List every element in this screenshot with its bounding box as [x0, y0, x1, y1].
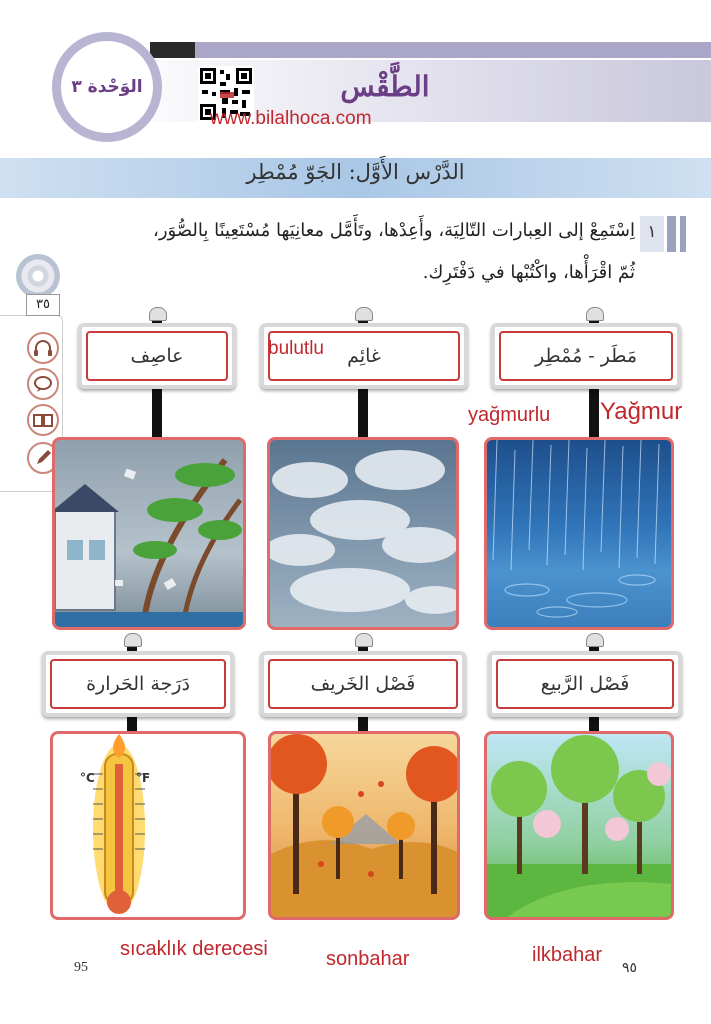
word-label: مَطَر - مُمْطِر	[499, 331, 673, 381]
website-watermark: www.bilalhoca.com	[210, 108, 372, 129]
unit-label: الوَحْدة ٣	[71, 77, 143, 97]
word-sign-temperature	[42, 651, 234, 717]
exercise-stripe	[667, 216, 676, 252]
celsius-label: °C	[80, 771, 95, 785]
word-label: فَصْل الرَّبيع	[496, 659, 674, 709]
word-sign-autumn	[260, 651, 466, 717]
speech-bubble-icon[interactable]	[27, 368, 59, 400]
storm-picture	[52, 437, 246, 630]
pole-cap	[149, 307, 167, 321]
headphones-icon[interactable]	[27, 332, 59, 364]
cloudy-picture	[267, 437, 459, 630]
header-bar-light	[195, 42, 711, 58]
word-sign-rain	[491, 323, 681, 389]
word-sign-spring	[488, 651, 682, 717]
annotation-ilkbahar: ilkbahar	[532, 944, 603, 966]
audio-track-number: ٣٥	[26, 294, 60, 316]
audio-cd-icon[interactable]	[16, 254, 60, 298]
word-label: دَرَجة الحَرارة	[50, 659, 226, 709]
annotation-bulutlu: bulutlu	[268, 338, 324, 359]
autumn-picture	[268, 731, 460, 920]
word-label: غائِم	[268, 331, 460, 381]
instruction-line-1: اِسْتَمِعْ إلى العِبارات التّالِيَة، وأَعِدْها، وتَأَمَّل معانِيَها مُسْتَعِينًا بِالصُّوَر،	[153, 220, 635, 241]
exercise-stripe	[680, 216, 686, 252]
pole-cap	[586, 633, 604, 647]
pole-cap	[124, 633, 142, 647]
thermometer-picture	[50, 731, 246, 920]
lesson-subtitle: الدَّرْس الأَوَّل: الجَوّ مُمْطِر	[246, 160, 465, 184]
exercise-number: ١	[647, 222, 657, 242]
pole-cap	[586, 307, 604, 321]
word-label: عاصِف	[86, 331, 228, 381]
page-number-latin: 95	[74, 960, 88, 975]
pole-cap	[355, 307, 373, 321]
instruction-line-2: ثُمّ اقْرَأْها، واكْتُبْها في دَفْتَرِك.	[422, 262, 635, 283]
annotation-sonbahar: sonbahar	[326, 948, 410, 970]
lesson-title: الطَّقْس	[340, 70, 430, 103]
unit-badge	[52, 32, 162, 142]
annotation-yagmurlu: yağmurlu	[468, 404, 551, 426]
rain-picture	[484, 437, 674, 630]
pole-cap	[355, 633, 373, 647]
word-sign-stormy	[78, 323, 236, 389]
annotation-yagmur: Yağmur	[600, 398, 683, 425]
book-icon[interactable]	[27, 404, 59, 436]
spring-picture	[484, 731, 674, 920]
fahrenheit-label: °F	[136, 771, 151, 785]
page-number-arabic: ٩٥	[622, 960, 638, 976]
word-label: فَصْل الخَريف	[268, 659, 458, 709]
annotation-sicaklik-derecesi: sıcaklık derecesi	[120, 938, 268, 960]
